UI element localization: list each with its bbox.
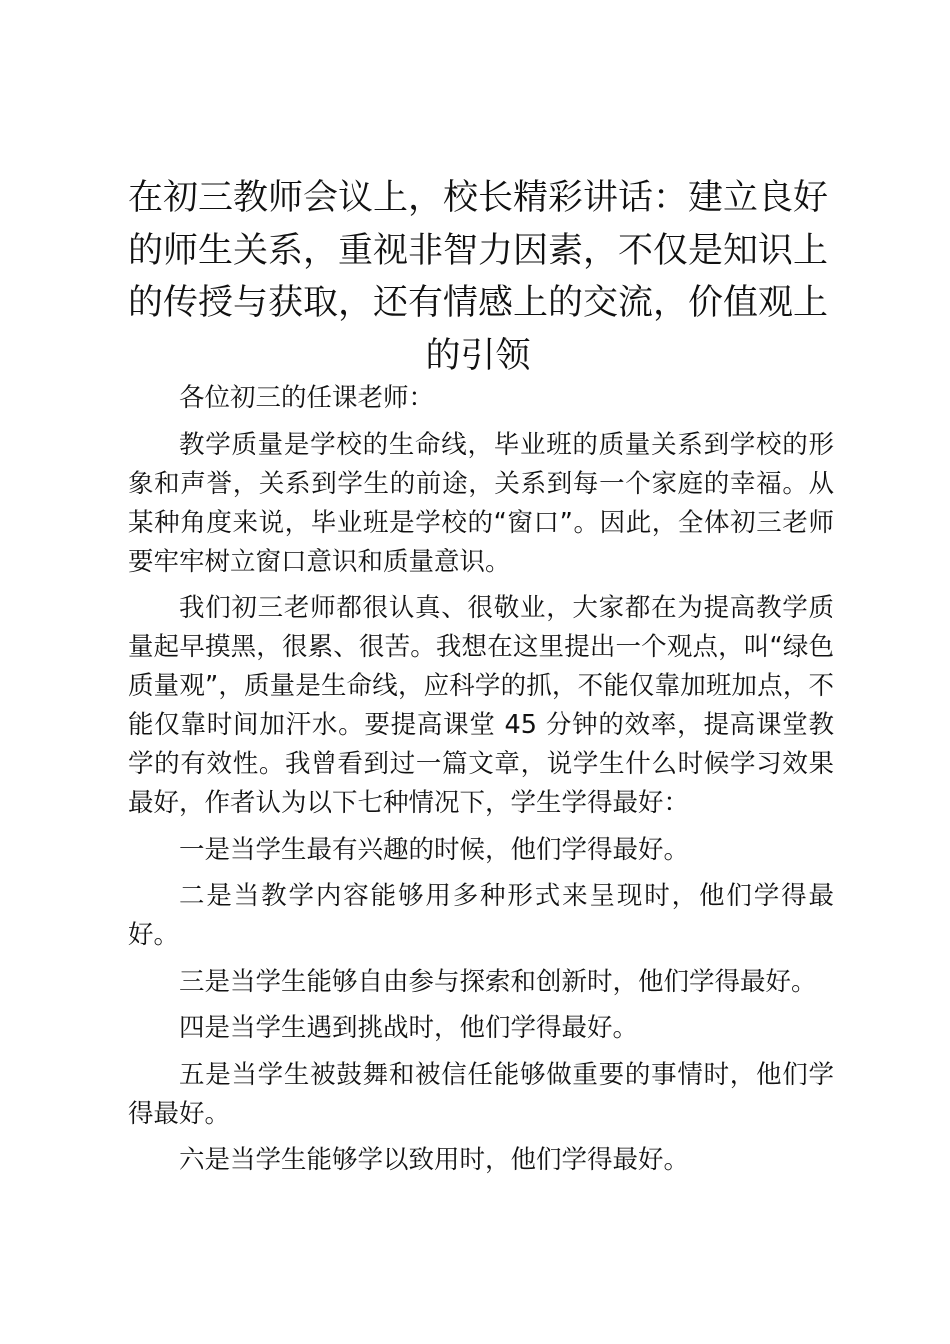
list-item-four: 四是当学生遇到挑战时，他们学得最好。 <box>179 1013 639 1043</box>
document-body <box>128 379 834 1188</box>
list-item-five: 五是当学生被鼓舞和被信任能够做重要的事情时，他们学得最好。 <box>128 1059 834 1129</box>
document-title: 在初三教师会议上，校长精彩讲话：建立良好的师生关系，重视非智力因素，不仅是知识上的传授与获取，还有情感上的交流，价值观上的引领 <box>127 178 828 376</box>
paragraph-quality-lifeline: 教学质量是学校的生命线，毕业班的质量关系到学校的形象和声誉，关系到学生的前途，关系到每一个家庭的幸福。从某种角度来说，毕业班是学校的“窗口”。因此，全体初三老师要牢牢树立窗口意识和质量意识。 <box>128 429 834 577</box>
list-item-three: 三是当学生能够自由参与探索和创新时，他们学得最好。 <box>179 966 817 997</box>
list-item-six: 六是当学生能够学以致用时，他们学得最好。 <box>179 1145 690 1175</box>
paragraph-green-quality: 我们初三老师都很认真、很敬业，大家都在为提高教学质量起早摸黑，很累、很苦。我想在这里提出一个观点，叫“绿色质量观”，质量是生命线，应科学的抓，不能仅靠加班加点，不能仅靠时间加汗水。要提高课堂 45 分钟的效率，提高课堂教学的有效性。我曾看到过一篇文章，说学生什么时候学习效果最好，作者认为以下七种情况下，学生学得最好： <box>128 593 834 818</box>
list-item-two: 二是当教学内容能够用多种形式来呈现时，他们学得最好。 <box>128 881 834 950</box>
salutation: 各位初三的任课老师： <box>179 383 435 413</box>
list-item-one: 一是当学生最有兴趣的时候，他们学得最好。 <box>179 834 690 865</box>
